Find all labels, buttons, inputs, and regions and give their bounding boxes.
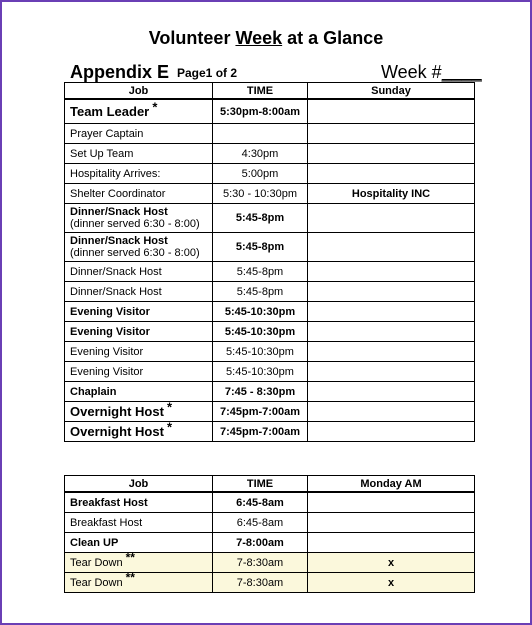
time-cell: 5:45-8pm <box>213 282 308 302</box>
monday-schedule-table <box>64 475 475 593</box>
table-row <box>65 573 475 593</box>
job-cell: Evening Visitor <box>65 302 213 322</box>
time-cell: 5:45-8pm <box>213 204 308 233</box>
job-cell: Breakfast Host <box>65 492 213 513</box>
job-name: Dinner/Snack Host <box>70 206 168 218</box>
star-marker: * <box>166 419 173 435</box>
day-cell <box>308 402 475 422</box>
job-cell <box>65 99 213 124</box>
job-name: Team Leader <box>70 104 150 119</box>
job-cell: Set Up Team <box>65 144 213 164</box>
time-cell: 5:45-8pm <box>213 233 308 262</box>
job-cell: Clean UP <box>65 533 213 553</box>
table-row <box>65 164 475 184</box>
time-cell: 7-8:30am <box>213 553 308 573</box>
day-cell: Hospitality INC <box>308 184 475 204</box>
time-cell: 7-8:30am <box>213 573 308 593</box>
star-marker: * <box>152 99 158 115</box>
star-marker: * <box>166 399 173 415</box>
week-blank: ____ <box>441 62 482 82</box>
time-cell: 5:00pm <box>213 164 308 184</box>
table-row <box>65 342 475 362</box>
table-row <box>65 204 475 233</box>
day-cell <box>308 422 475 442</box>
job-name: Overnight Host <box>70 404 164 419</box>
day-cell: x <box>308 573 475 593</box>
table-row <box>65 124 475 144</box>
page-indicator: Page1 of 2 <box>177 66 238 80</box>
job-cell: Hospitality Arrives: <box>65 164 213 184</box>
time-cell: 7:45pm-7:00am <box>213 402 308 422</box>
table-row <box>65 302 475 322</box>
time-cell <box>213 124 308 144</box>
day-cell <box>308 322 475 342</box>
header-time: TIME <box>213 83 308 100</box>
job-cell: Evening Visitor <box>65 362 213 382</box>
document-title <box>0 28 532 49</box>
time-cell: 5:30 - 10:30pm <box>213 184 308 204</box>
time-cell: 5:30pm-8:00am <box>213 99 308 124</box>
table-row <box>65 322 475 342</box>
time-cell: 5:45-10:30pm <box>213 362 308 382</box>
time-cell: 5:45-8pm <box>213 262 308 282</box>
job-note: (dinner served 6:30 - 8:00) <box>70 247 200 259</box>
job-name: Dinner/Snack Host <box>70 235 168 247</box>
job-name: Overnight Host <box>70 424 164 439</box>
job-cell: Evening Visitor <box>65 322 213 342</box>
day-cell <box>308 124 475 144</box>
header-job: Job <box>65 476 213 493</box>
day-cell <box>308 492 475 513</box>
job-name: Tear Down <box>70 556 123 569</box>
day-cell <box>308 302 475 322</box>
table-row <box>65 262 475 282</box>
table-row <box>65 99 475 124</box>
appendix-label: Appendix E <box>70 62 170 82</box>
day-cell <box>308 282 475 302</box>
title-suffix: at a Glance <box>282 28 384 48</box>
job-cell: Prayer Captain <box>65 124 213 144</box>
header-job: Job <box>65 83 213 100</box>
job-cell: Dinner/Snack Host <box>65 262 213 282</box>
day-cell <box>308 382 475 402</box>
day-cell <box>308 262 475 282</box>
star-marker: ** <box>125 569 135 584</box>
star-marker: ** <box>125 549 135 564</box>
day-cell <box>308 233 475 262</box>
job-cell <box>65 399 213 422</box>
time-cell: 5:45-10:30pm <box>213 342 308 362</box>
header-time: TIME <box>213 476 308 493</box>
day-cell <box>308 204 475 233</box>
table-row <box>65 402 475 422</box>
table-row <box>65 184 475 204</box>
table-row <box>65 362 475 382</box>
title-prefix: Volunteer <box>148 28 236 48</box>
day-cell <box>308 533 475 553</box>
job-cell <box>65 233 213 262</box>
job-cell: Chaplain <box>65 382 213 402</box>
day-cell <box>308 342 475 362</box>
time-cell: 7:45pm-7:00am <box>213 422 308 442</box>
job-cell: Evening Visitor <box>65 342 213 362</box>
table-row <box>65 492 475 513</box>
header-day: Monday AM <box>308 476 475 493</box>
job-cell <box>65 204 213 233</box>
table-header-row <box>65 476 475 493</box>
table-row <box>65 422 475 442</box>
job-cell: Shelter Coordinator <box>65 184 213 204</box>
week-number-field <box>381 62 482 83</box>
job-cell <box>65 569 213 593</box>
job-note: (dinner served 6:30 - 8:00) <box>70 218 200 230</box>
time-cell: 6:45-8am <box>213 492 308 513</box>
day-cell <box>308 99 475 124</box>
table-row <box>65 233 475 262</box>
job-cell: Dinner/Snack Host <box>65 282 213 302</box>
job-cell: Breakfast Host <box>65 513 213 533</box>
day-cell <box>308 144 475 164</box>
day-cell <box>308 362 475 382</box>
day-cell <box>308 164 475 184</box>
day-cell: x <box>308 553 475 573</box>
time-cell: 6:45-8am <box>213 513 308 533</box>
table-row <box>65 282 475 302</box>
job-name: Tear Down <box>70 576 123 589</box>
title-underlined-word: Week <box>235 28 283 48</box>
table-row <box>65 513 475 533</box>
week-label: Week # <box>381 62 442 82</box>
day-cell <box>308 513 475 533</box>
time-cell: 5:45-10:30pm <box>213 302 308 322</box>
header-day: Sunday <box>308 83 475 100</box>
table-header-row <box>65 83 475 100</box>
time-cell: 4:30pm <box>213 144 308 164</box>
time-cell: 7-8:00am <box>213 533 308 553</box>
job-cell <box>65 549 213 573</box>
table-row <box>65 382 475 402</box>
job-cell <box>65 419 213 442</box>
sunday-schedule-table <box>64 82 475 442</box>
time-cell: 7:45 - 8:30pm <box>213 382 308 402</box>
time-cell: 5:45-10:30pm <box>213 322 308 342</box>
table-row <box>65 144 475 164</box>
